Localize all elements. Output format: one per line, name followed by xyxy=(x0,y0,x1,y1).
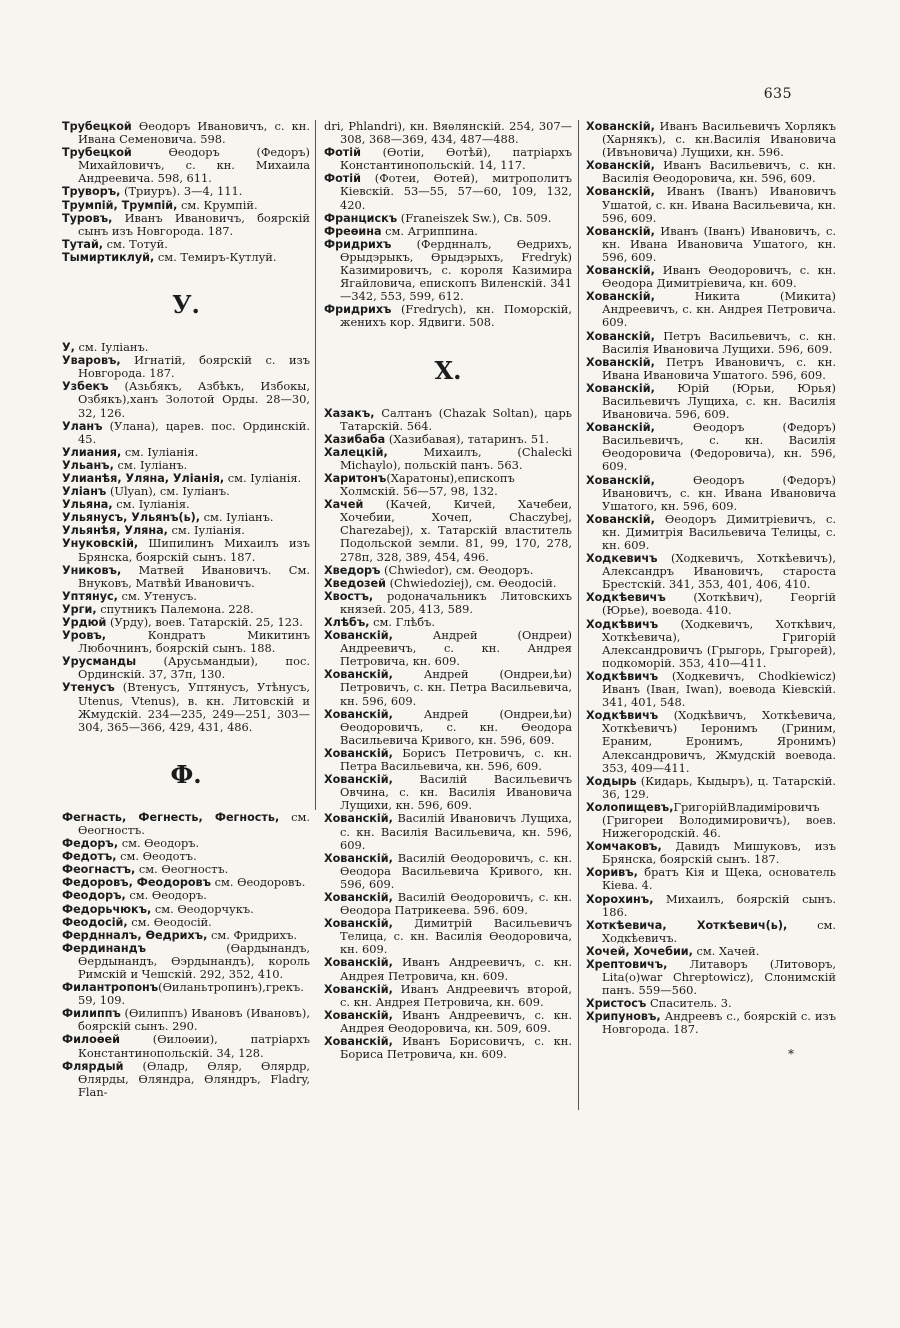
entry-headword: Хованскій, xyxy=(324,812,393,826)
entry-text: см. Ѳеогностъ. xyxy=(135,862,229,877)
entry-text: Кондратъ Микитинъ Любочнинъ, боярскій сынъ. 188. xyxy=(78,628,310,656)
index-entry xyxy=(586,421,836,473)
index-entry xyxy=(62,212,310,238)
entry-headword: Уваровъ, xyxy=(62,354,121,368)
column-divider xyxy=(315,120,316,810)
entry-headword: Труворъ, xyxy=(62,185,121,199)
entry-text: Иванъ (Іванъ) Ивановичъ, с. кн. Ивана Ивановича Ушатого, кн. 596, 609. xyxy=(602,223,836,264)
entry-text: (Fredrych), кн. Поморскій, женихъ кор. Ядвиги. 508. xyxy=(340,302,572,330)
entry-text: Андрей (Ондреи,ѣи) Петровичъ, с. кн. Петра Васильевича, кн. 596, 609. xyxy=(340,667,572,708)
entry-headword: Хованскій, xyxy=(324,668,393,682)
entry-text: dri, Phlandri), кн. Вяѳлянскій. 254, 307—308, 368—369, 434, 487—488. xyxy=(324,120,572,147)
page-number: 635 xyxy=(763,86,792,102)
entry-text: (Chwiedoziej), см. Ѳеодосій. xyxy=(385,575,557,590)
entry-headword: Уліанъ xyxy=(62,485,107,499)
entry-headword: Хованскій, xyxy=(324,890,393,904)
entry-headword: Хованскій, xyxy=(324,1035,393,1048)
entry-text: Василій Ѳеодоровичъ, с. кн. Ѳеодора Патрикеева. 596. 609. xyxy=(340,889,572,918)
index-entry xyxy=(324,120,572,146)
entry-text: (Триуръ). 3—4, 111. xyxy=(120,184,243,199)
entry-text: (Ходкевичъ, Хоткѣевичъ), Александръ Ивановичъ, староста Брестскій. 341, 353, 401, 406, 410. xyxy=(602,551,836,592)
index-entry xyxy=(586,225,836,264)
entry-headword: Ульянусъ, Ульянъ(ь), xyxy=(62,511,201,525)
entry-headword: Уптянус, xyxy=(62,589,118,603)
entry-headword: Хрептовичъ, xyxy=(586,958,668,971)
entry-headword: Ходкѣвичъ xyxy=(586,709,659,723)
index-entry xyxy=(62,420,310,446)
entry-headword: Филантропонъ xyxy=(62,981,159,995)
entry-headword: Хазибаба xyxy=(324,432,386,446)
index-entry xyxy=(586,474,836,513)
entry-headword: Узбекъ xyxy=(62,380,109,394)
entry-headword: Фридрихъ xyxy=(324,303,392,317)
index-entry xyxy=(586,670,836,709)
entry-headword: Феодосій, xyxy=(62,915,128,929)
entry-headword: Урги, xyxy=(62,602,97,616)
entry-text: см. Іуліанія. xyxy=(167,523,245,538)
entry-text: родоначальникъ Литовскихъ князей. 205, 413, 589. xyxy=(340,588,572,616)
index-entry xyxy=(324,1035,572,1061)
entry-headword: Улиания, xyxy=(62,445,122,459)
index-entry xyxy=(586,709,836,774)
entry-text: Михаилъ, (Chalecki Michaylo), польскій панъ. 563. xyxy=(340,444,572,472)
entry-text: (Ферднналъ, Ѳедрихъ, Ѳрыдэрыкъ, Ѳрыдэрыхъ, Fredryk) Казимировичъ, с. короля Казимира Ягайловича, епископъ Виленскій. 341—342, 553, 599, 612. xyxy=(340,236,572,304)
entry-headword: Холопищевъ, xyxy=(586,800,674,814)
entry-text: см. Іуліанъ. xyxy=(74,340,149,355)
entry-headword: Хованскій, xyxy=(324,982,393,996)
entry-text: (Ходкѣвичъ, Хоткѣевича, Хоткѣевичъ) Іеронимъ (Гриним, Ераним, Еронимъ, Яронимъ) Александровичъ, Жмудскій воевода. 353, 409—411. xyxy=(602,708,836,775)
index-entry xyxy=(586,919,836,945)
index-entry xyxy=(324,238,572,303)
entry-headword: Флярдый xyxy=(62,1059,124,1073)
entry-text: (Ѳардынандъ, Ѳердынандъ, Ѳэрдынандъ), король Римскій и Чешскій. 292, 352, 410. xyxy=(78,940,310,981)
index-columns xyxy=(62,120,862,1315)
entry-headword: Хованскій, xyxy=(324,917,393,931)
entry-text: Шипилинъ Михаилъ изъ Брянска, боярскій сынъ. 187. xyxy=(78,536,310,564)
entry-headword: Хвостъ, xyxy=(324,589,374,603)
entry-headword: Утенусъ xyxy=(62,681,115,695)
entry-text: Борисъ Петровичъ, с. кн. Петра Васильевича, кн. 596, 609. xyxy=(340,745,572,774)
entry-headword: Федотъ, xyxy=(62,850,117,864)
index-entry xyxy=(62,537,310,563)
index-entry xyxy=(62,629,310,655)
entry-headword: Ульянѣя, Уляна, xyxy=(62,524,168,538)
entry-text: Петръ Ивановичъ, с. кн. Ивана Ивановича Ушатого. 596, 609. xyxy=(602,354,836,382)
index-entry xyxy=(586,382,836,421)
entry-headword: Трумпій, Трумпій, xyxy=(62,198,178,212)
index-entry xyxy=(62,380,310,419)
entry-headword: Туровъ, xyxy=(62,211,113,225)
entry-headword: Хрипуновъ, xyxy=(586,1010,661,1024)
index-entry xyxy=(586,552,836,591)
entry-text: см. Ѳеодотъ. xyxy=(116,849,197,864)
entry-text: см. Іуліанія. xyxy=(112,497,190,512)
index-entry xyxy=(586,866,836,892)
entry-headword: Хованскій, xyxy=(586,512,655,526)
entry-headword: Хованскій, xyxy=(586,329,655,343)
index-entry xyxy=(62,942,310,981)
entry-headword: Хачей xyxy=(324,498,364,512)
entry-text: см. Ѳеодоровъ. xyxy=(211,875,306,890)
entry-text: см. Іуліанъ. xyxy=(200,510,274,525)
index-entry xyxy=(62,1033,310,1059)
entry-text: Ѳеодоръ (Федоръ) Михайловичъ, с. кн. Михаила Андреевича. 598, 611. xyxy=(78,145,310,186)
column-divider xyxy=(578,120,579,1110)
column-2 xyxy=(324,120,572,1315)
entry-headword: Трубецкой xyxy=(62,146,132,160)
entry-text: см. Тотуй. xyxy=(103,236,168,251)
entry-headword: Ульяна, xyxy=(62,498,113,512)
entry-headword: У, xyxy=(62,341,75,355)
index-entry xyxy=(586,185,836,224)
entry-headword: Трубецкой xyxy=(62,120,132,133)
index-entry xyxy=(62,981,310,1007)
entry-headword: Филоѳей xyxy=(62,1033,120,1047)
entry-headword: Фегнасть, Фегнесть, Фегность, xyxy=(62,810,280,824)
entry-text: Василій Васильевичъ Овчина, с. кн. Василія Ивановича Лущихи, кн. 596, 609. xyxy=(340,772,572,813)
index-entry xyxy=(324,812,572,851)
entry-text: Михаилъ, боярскій сынъ. 186. xyxy=(602,891,836,919)
entry-headword: Хованскій, xyxy=(586,159,655,173)
index-entry xyxy=(586,618,836,670)
entry-text: спутникъ Палемона. 228. xyxy=(96,601,254,616)
entry-text: см. Глѣбъ. xyxy=(369,615,436,629)
entry-text: см. Іуліанъ. xyxy=(113,457,188,472)
entry-text: Иванъ Васильевичъ Хорлякъ (Харнякъ), с. кн.Василія Ивановича (Ивъновича) Лущихи, кн. 596. xyxy=(602,120,836,160)
entry-text: Юрій (Юрьи, Юрья) Васильевичъ Лущиха, с. кн. Василія Ивановича. 596, 609. xyxy=(602,380,836,422)
entry-headword: Фотій xyxy=(324,172,361,186)
index-entry xyxy=(62,1060,310,1099)
entry-text: см. Ѳеодоръ. xyxy=(125,888,207,903)
entry-text: братъ Кія и Щека, основатель Кіева. 4. xyxy=(602,865,836,893)
entry-text: Андрей (Ондреи,ѣи) Ѳеодоровичъ, с. кн. Ѳеодора Васильевича Кривого, кн. 596, 609. xyxy=(340,706,572,747)
entry-text: см. Фридрихъ. xyxy=(207,927,297,942)
entry-headword: Хованскій, xyxy=(586,421,655,435)
entry-headword: Хорохинъ, xyxy=(586,892,654,906)
entry-text: (Ходкевичъ, Chodkiewicz) Иванъ (Іван, Iwan), воевода Кіевскій. 341, 401, 548. xyxy=(602,668,836,710)
index-entry xyxy=(586,1010,836,1036)
entry-headword: Хованскій, xyxy=(586,381,655,395)
entry-text: см. Ѳеодоръ. xyxy=(118,836,200,851)
index-entry xyxy=(324,1009,572,1035)
index-entry xyxy=(62,1007,310,1033)
entry-headword: Харитонъ xyxy=(324,471,387,485)
index-entry xyxy=(324,668,572,707)
entry-headword: Федорьчюкъ, xyxy=(62,902,152,916)
entry-headword: Тымиртиклуй, xyxy=(62,250,155,264)
entry-text: (Ходкевичъ, Хоткѣвич, Хоткѣевича), Григорій Александровичъ (Грыгорь, Грыгорей), подкоморій. 353, 410—411. xyxy=(602,616,836,670)
index-entry xyxy=(586,290,836,329)
entry-headword: Хованскій, xyxy=(586,185,655,199)
entry-headword: Ходкевичъ xyxy=(586,552,658,566)
entry-text: (Улана), царев. пос. Ординскій. 45. xyxy=(78,418,310,446)
entry-text: (Хазибавая), татаринъ. 51. xyxy=(385,431,550,446)
entry-text: (Урду), воев. Татарскій. 25, 123. xyxy=(106,615,303,629)
section-letter: Х. xyxy=(434,355,462,385)
entry-headword: Унуковскій, xyxy=(62,537,139,551)
entry-text: (Ѳилоѳии), патріархъ Константинопольскій. 34, 128. xyxy=(78,1032,310,1060)
entry-headword: Хованскій, xyxy=(324,773,393,787)
index-entry xyxy=(586,356,836,382)
entry-headword: Ферднналъ, Ѳедрихъ, xyxy=(62,928,208,942)
entry-text: см. Ѳеогностъ. xyxy=(78,809,310,837)
index-entry xyxy=(324,472,572,498)
entry-text: (Втенусъ, Уптянусъ, Утѣнусъ, Utenus, Vtenus), в. кн. Литовскій и Жмудскій. 234—235, 249—251, 303—304, 365—366, 429, 431, 486. xyxy=(78,680,310,734)
entry-text: (Ѳиланьтропинъ),грекъ. 59, 109. xyxy=(78,980,304,1008)
entry-headword: Хованскій, xyxy=(586,473,655,487)
entry-headword: Хованскій, xyxy=(324,707,393,721)
entry-text: Иванъ Андреевичъ, с. кн. Андрея Петровича, кн. 609. xyxy=(340,955,572,983)
entry-text: Спаситель. 3. xyxy=(646,996,732,1011)
entry-text: Димитрій Васильевичъ Телица, с. кн. Василія Ѳеодоровича, кн. 609. xyxy=(340,916,572,957)
column-1 xyxy=(62,120,310,1315)
index-entry xyxy=(324,917,572,956)
entry-text: (Харатоны),епископъ Холмскій. 56—57, 98, 132. xyxy=(340,470,515,499)
index-entry xyxy=(324,983,572,1009)
entry-headword: Феогнастъ, xyxy=(62,863,136,877)
index-entry xyxy=(586,893,836,919)
index-entry xyxy=(62,564,310,590)
index-entry xyxy=(586,801,836,840)
index-entry xyxy=(324,146,572,172)
entry-headword: Хованскій, xyxy=(586,120,655,133)
entry-headword: Фотій xyxy=(324,146,361,160)
entry-headword: Федоровъ, Феодоровъ xyxy=(62,876,211,890)
entry-text: (Chwiedor), см. Ѳеодоръ. xyxy=(380,562,534,577)
entry-text: Иванъ Ѳеодоровичъ, с. кн. Ѳеодора Димитріевича, кн. 609. xyxy=(602,263,836,291)
entry-text: (Ulyan), см. Іуліанъ. xyxy=(106,484,230,499)
entry-text: Иванъ (Іванъ) Ивановичъ Ушатой, с. кн. Ивана Васильевича, кн. 596, 609. xyxy=(602,184,836,225)
index-entry xyxy=(324,747,572,773)
entry-text: (Азьбякъ, Азбѣкъ, Избокы, Озбякъ),ханъ Золотой Орды. 28—30, 32, 126. xyxy=(78,379,310,420)
entry-headword: Фердинандъ xyxy=(62,941,147,955)
entry-text: (Кидарь, Кыдыръ), ц. Татарскій. 36, 129. xyxy=(602,773,836,801)
entry-headword: Хомчаковъ, xyxy=(586,840,662,854)
end-mark: * xyxy=(788,1046,794,1061)
index-entry xyxy=(62,681,310,733)
index-entry xyxy=(586,120,836,159)
index-entry xyxy=(324,498,572,563)
entry-text: Давидъ Мишуковъ, изъ Брянска, боярскій сынъ. 187. xyxy=(602,839,836,867)
entry-headword: Хлѣбъ, xyxy=(324,616,370,629)
entry-text: см. Утенусъ. xyxy=(117,588,197,603)
entry-headword: Хованскій, xyxy=(324,956,393,970)
entry-text: см. Ходкѣевичъ. xyxy=(602,917,836,945)
entry-text: Игнатій, боярскій с. изъ Новгорода. 187. xyxy=(78,353,310,381)
index-entry xyxy=(62,354,310,380)
index-entry xyxy=(62,655,310,681)
entry-text: (Качей, Кичей, Хачебеи, Хочебии, Хочеп, Chaczybej, Charezabej), х. Татарскій властитель Подольской земли. 81, 99, 170, 278, 278п, 328, 389, 454, 496. xyxy=(340,497,572,564)
index-entry xyxy=(62,811,310,837)
index-entry xyxy=(324,303,572,329)
entry-text: Андрей (Ондреи) Андреевичъ, с. кн. Андрея Петровича, кн. 609. xyxy=(340,628,572,669)
entry-text: Петръ Васильевичъ, с. кн. Василія Ивановича Лущихи. 596, 609. xyxy=(602,328,836,356)
entry-text: см. Ѳеодорчукъ. xyxy=(151,901,254,916)
entry-text: Ѳеодоръ Димитріевичъ, с. кн. Димитрія Васильевича Телицы, с. кн. 609. xyxy=(602,511,836,552)
entry-text: см. Крумпій. xyxy=(177,197,258,212)
section-letter: Ф. xyxy=(170,759,202,789)
entry-text: см. Хачей. xyxy=(692,943,760,958)
entry-headword: Уровъ, xyxy=(62,629,107,643)
entry-text: см. Темиръ-Кутлуй. xyxy=(154,249,277,264)
entry-text: Василій Ивановичъ Лущиха, с. кн. Василія Васильевича, кн. 596, 609. xyxy=(340,811,572,852)
entry-text: (Ѳладр, Ѳляр, Ѳлярдр, Ѳлярды, Ѳляндра, Ѳляндръ, Fladry, Flan- xyxy=(78,1058,310,1099)
entry-headword: Хованскій, xyxy=(324,629,393,643)
entry-headword: Ходкѣевичъ xyxy=(586,591,666,605)
entry-text: Матвей Ивановичъ. См. Внуковъ, Матвѣй Ивановичъ. xyxy=(78,562,310,590)
index-entry xyxy=(324,407,572,433)
entry-text: Литаворъ (Литоворъ, Lita(o)war Chreptowicz), Слонимскій панъ. 559—560. xyxy=(602,957,836,998)
entry-text: Ѳеодоръ (Федоръ) Ивановичъ, с. кн. Ивана Ивановича Ушатого, кн. 596, 609. xyxy=(602,472,836,513)
entry-text: (Ѳилиппъ) Ивановъ (Ивановъ), боярскій сынъ. 290. xyxy=(78,1006,310,1034)
entry-headword: Францискъ xyxy=(324,211,398,225)
entry-headword: Хованскій, xyxy=(586,224,655,238)
entry-text: Василій Ѳеодоровичъ, с. кн. Ѳеодора Васильевича Кривого, кн. 596, 609. xyxy=(340,850,572,891)
section-letter: У. xyxy=(172,290,200,320)
entry-text: см. Ѳеодосій. xyxy=(127,914,212,929)
index-entry xyxy=(324,708,572,747)
entry-text: Иванъ Борисовичъ, с. кн. Бориса Петровича, кн. 609. xyxy=(340,1034,572,1062)
entry-headword: Феодоръ, xyxy=(62,889,126,903)
index-entry xyxy=(586,330,836,356)
entry-text: (Franeiszek Sw.), Св. 509. xyxy=(397,210,552,225)
entry-text: Иванъ Ивановичъ, боярскій сынъ изъ Новгорода. 187. xyxy=(78,210,310,238)
entry-text: Никита (Микита) Андреевичъ, с. кн. Андрея Петровича. 609. xyxy=(602,289,836,330)
entry-headword: Хоткѣевича, Хоткѣевич(ь), xyxy=(586,918,788,932)
entry-headword: Халецкій, xyxy=(324,445,388,459)
entry-headword: Ходкѣвичъ xyxy=(586,669,659,683)
column-3 xyxy=(586,120,836,1315)
entry-headword: Уланъ xyxy=(62,419,103,433)
index-entry xyxy=(586,591,836,617)
entry-text: Иванъ Андреевичъ второй, с. кн. Андрея Петровича, кн. 609. xyxy=(340,981,572,1009)
entry-headword: Хованскій, xyxy=(324,851,393,865)
entry-headword: Хоривъ, xyxy=(586,866,638,880)
entry-headword: Хованскій, xyxy=(586,355,655,369)
entry-headword: Федоръ, xyxy=(62,837,119,851)
entry-headword: Хочей, Хочебии, xyxy=(586,944,693,958)
entry-headword: Ульанъ, xyxy=(62,458,114,472)
index-entry xyxy=(586,159,836,185)
entry-headword: Ходкѣвичъ xyxy=(586,617,659,631)
entry-text: см. Агриппина. xyxy=(381,223,478,238)
entry-text: (Хоткѣвич), Георгій (Юрье), воевода. 410. xyxy=(602,590,836,618)
entry-text: Иванъ Васильевичъ, с. кн. Василія Ѳеодоровича, кн. 596, 609. xyxy=(602,158,836,186)
index-entry xyxy=(324,852,572,891)
index-entry xyxy=(62,146,310,185)
entry-headword: Тутай, xyxy=(62,237,104,251)
entry-headword: Хведоръ xyxy=(324,563,381,577)
entry-text: (Арусьмандыи), пос. Ординскій. 37, 37п, 130. xyxy=(78,654,310,682)
entry-headword: Хованскій, xyxy=(324,746,393,760)
entry-headword: Ходырь xyxy=(586,774,637,788)
index-entry xyxy=(586,513,836,552)
entry-text: см. Іуліанія. xyxy=(121,444,199,459)
entry-text: (Ѳотіи, Ѳотѣй), патріархъ Константинопольскій. 14, 117. xyxy=(340,145,572,173)
index-entry xyxy=(324,172,572,211)
entry-headword: Фреѳина xyxy=(324,224,382,238)
index-entry xyxy=(324,629,572,668)
entry-headword: Хазакъ, xyxy=(324,406,375,420)
index-entry xyxy=(586,775,836,801)
entry-headword: Урусманды xyxy=(62,655,137,669)
entry-headword: Хведозей xyxy=(324,576,386,590)
entry-headword: Хованскій, xyxy=(586,290,655,304)
entry-headword: Филиппъ xyxy=(62,1007,121,1021)
entry-text: Ѳеодоръ Ивановичъ, с. кн. Ивана Семеновича. 598. xyxy=(78,120,310,147)
index-entry xyxy=(62,120,310,146)
entry-headword: Униковъ, xyxy=(62,563,122,577)
index-entry xyxy=(324,956,572,982)
entry-text: ГригорійВладиміровичъ (Григореи Володимировичъ), воев. Нижегородскій. 46. xyxy=(602,799,836,841)
index-entry xyxy=(324,446,572,472)
entry-headword: Фридрихъ xyxy=(324,237,392,251)
index-entry xyxy=(586,840,836,866)
entry-text: (Фотеи, Ѳотей), митрополитъ Кіевскій. 53—55, 57—60, 109, 132, 420. xyxy=(340,171,572,212)
entry-text: Салтанъ (Chazak Soltan), царь Татарскій. 564. xyxy=(340,405,572,433)
entry-text: Ѳеодоръ (Федоръ) Васильевичъ, с. кн. Василія Ѳеодоровича (Федоровича), кн. 596, 609. xyxy=(602,420,836,474)
entry-text: см. Іуліанія. xyxy=(224,470,302,485)
index-entry xyxy=(324,590,572,616)
entry-headword: Хованскій, xyxy=(586,264,655,278)
entry-text: Андреевъ с., боярскій с. изъ Новгорода. 187. xyxy=(602,1009,836,1037)
entry-headword: Урдюй xyxy=(62,616,107,629)
index-entry xyxy=(324,891,572,917)
index-entry xyxy=(586,958,836,997)
index-entry xyxy=(324,773,572,812)
entry-headword: Хованскій, xyxy=(324,1008,393,1022)
entry-headword: Улианѣя, Уляна, Уліанія, xyxy=(62,471,225,485)
entry-headword: Христосъ xyxy=(586,997,647,1011)
entry-text: Иванъ Андреевичъ, с. кн. Андрея Ѳеодоровича, кн. 509, 609. xyxy=(340,1007,572,1035)
index-entry xyxy=(62,251,310,264)
index-entry xyxy=(586,264,836,290)
